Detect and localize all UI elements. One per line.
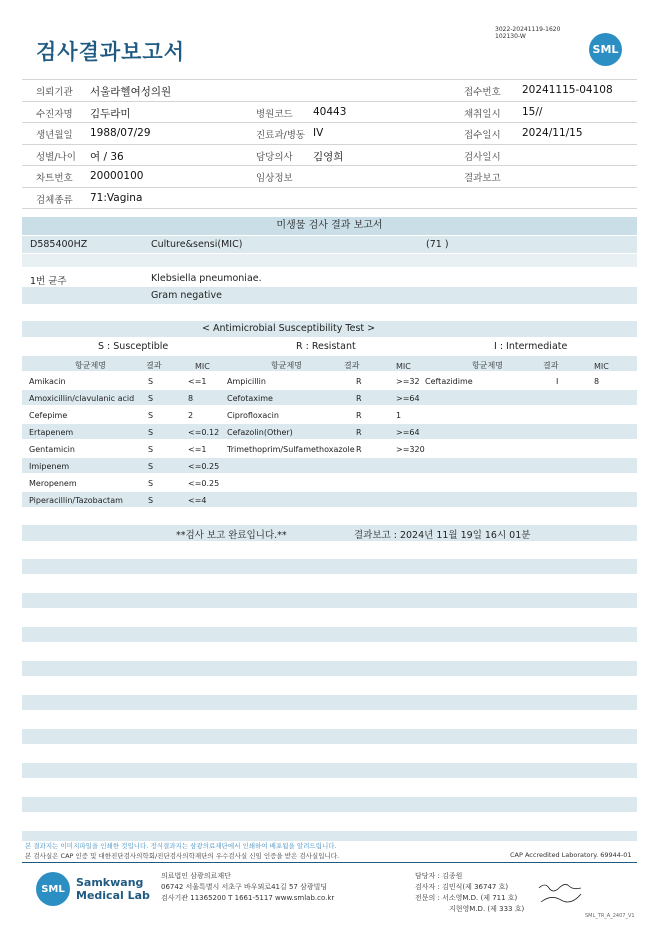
staff-list: 담당자 : 김종원 검사자 : 김민식(제 36747 호) 전문의 : 서소영M.D. (제 711 호) 지현영M.D. (제 333 호)	[415, 872, 525, 913]
mic-value: 1	[396, 411, 402, 420]
mic-value: <=4	[188, 496, 207, 505]
stripe	[22, 424, 637, 439]
susceptibility-result: S	[148, 394, 154, 403]
doctor-value: 김영희	[313, 150, 344, 163]
mic-value: <=1	[188, 377, 207, 386]
collect-date-label: 채취일시	[464, 108, 501, 120]
gram-stain: Gram negative	[151, 290, 222, 301]
receipt-date-label: 접수일시	[464, 130, 501, 141]
dob-label: 생년월일	[36, 130, 73, 141]
antibiotic-name: Ceftazidime	[425, 377, 473, 386]
antibiotic-name: Gentamicin	[29, 445, 75, 454]
susceptibility-result: I	[556, 377, 559, 386]
mic-value: 2	[188, 411, 194, 420]
stripe	[22, 287, 637, 304]
dob-value: 1988/07/29	[90, 127, 151, 139]
stripe	[22, 763, 637, 778]
form-code: SML_TR_A_2407_V1	[585, 913, 635, 919]
brand-name: Samkwang Medical Lab	[76, 876, 150, 902]
test-date-label: 검사일시	[464, 151, 501, 163]
stripe	[22, 559, 637, 574]
mic-value: <=0.12	[188, 428, 220, 437]
hospital-code-label: 병원코드	[256, 108, 293, 120]
drug-header: 항균제명	[472, 361, 503, 370]
mic-value: >=64	[396, 428, 420, 437]
info-row	[22, 123, 637, 145]
stripe	[22, 254, 637, 267]
antibiotic-name: Cefepime	[29, 411, 68, 420]
antibiotic-name: Ampicillin	[227, 377, 266, 386]
test-code: D585400HZ	[30, 239, 88, 250]
dept-label: 진료과/병동	[256, 130, 306, 141]
result-header: 결과	[146, 361, 162, 370]
antibiotic-name: Amoxicillin/clavulanic acid	[29, 394, 135, 403]
institution-value: 서울라헬여성의원	[90, 86, 172, 98]
chart-label: 차트번호	[36, 173, 73, 184]
doctor-label: 담당의사	[256, 151, 293, 163]
susceptibility-result: S	[148, 445, 154, 454]
ast-title: < Antimicrobial Susceptibility Test >	[202, 323, 376, 334]
susceptibility-result: R	[356, 445, 362, 454]
antibiotic-name: Imipenem	[29, 462, 70, 471]
mic-header: MIC	[396, 362, 411, 371]
sml-logo: SML	[36, 872, 70, 906]
result-header: 결과	[344, 361, 360, 370]
mic-header: MIC	[594, 362, 609, 371]
stripe	[22, 797, 637, 812]
legend-resistant: R : Resistant	[296, 341, 356, 352]
stripe	[22, 695, 637, 710]
footer-divider	[22, 862, 637, 863]
receipt-no-label: 접수번호	[464, 87, 501, 98]
certification-notice: 본 검사실은 CAP 인증 및 대한진단검사의학회/진단검사의학재단의 우수검사실 신임 인증을 받은 검사실입니다.	[25, 852, 340, 860]
mic-value: <=0.25	[188, 462, 220, 471]
clinical-label: 임상정보	[256, 173, 293, 184]
antibiotic-name: Trimethoprim/Sulfamethoxazole	[227, 445, 355, 454]
mic-value: 8	[188, 394, 194, 403]
stripe	[22, 627, 637, 642]
info-row	[22, 145, 637, 167]
stripe	[22, 661, 637, 676]
institution-label: 의뢰기관	[36, 87, 73, 98]
antibiotic-name: Ciprofloxacin	[227, 411, 279, 420]
mic-value: >=32	[396, 377, 420, 386]
patient-value: 김두라미	[90, 107, 131, 120]
mic-value: 8	[594, 377, 600, 386]
susceptibility-result: S	[148, 496, 154, 505]
mic-value: >=64	[396, 394, 420, 403]
info-row	[22, 166, 637, 188]
report-label: 결과보고	[464, 173, 501, 184]
antibiotic-name: Amikacin	[29, 377, 66, 386]
antibiotic-name: Cefotaxime	[227, 394, 273, 403]
mic-value: <=1	[188, 445, 207, 454]
susceptibility-result: R	[356, 394, 362, 403]
report-time: 결과보고 : 2024년 11월 19일 16시 01분	[354, 530, 531, 541]
sex-age-label: 성별/나이	[36, 151, 76, 163]
patient-label: 수진자명	[36, 108, 73, 120]
stripe	[22, 236, 637, 253]
document-id: 3022-20241119-1620 102130-W	[495, 26, 561, 40]
test-number: (71 )	[426, 239, 449, 250]
stripe	[22, 593, 637, 608]
receipt-no-value: 20241115-04108	[522, 84, 613, 96]
dept-value: IV	[313, 127, 324, 139]
receipt-date-value: 2024/11/15	[522, 127, 583, 139]
antibiotic-name: Cefazolin(Other)	[227, 428, 293, 437]
isolate-label: 1번 균주	[30, 276, 67, 287]
drug-header: 항균제명	[271, 361, 302, 370]
stripe	[22, 729, 637, 744]
patient-info-table	[22, 79, 637, 209]
hospital-code-value: 40443	[313, 105, 347, 118]
chart-value: 20000100	[90, 170, 144, 182]
info-row	[22, 102, 637, 124]
susceptibility-result: S	[148, 377, 154, 386]
stripe	[22, 831, 637, 841]
susceptibility-result: R	[356, 377, 362, 386]
report-complete-text: **검사 보고 완료입니다.**	[176, 530, 287, 541]
micro-report-title: 미생물 검사 결과 보고서	[22, 217, 637, 235]
antibiotic-name: Ertapenem	[29, 428, 74, 437]
susceptibility-result: S	[148, 479, 154, 488]
page-title: 검사결과보고서	[36, 40, 186, 64]
cap-accreditation: CAP Accredited Laboratory. 69944-01	[510, 851, 632, 859]
susceptibility-result: S	[148, 428, 154, 437]
antibiotic-name: Meropenem	[29, 479, 77, 488]
legend-intermediate: I : Intermediate	[494, 341, 568, 352]
mic-header: MIC	[195, 362, 210, 371]
sml-logo: SML	[589, 33, 622, 66]
specimen-label: 검체종류	[36, 194, 73, 206]
mic-value: <=0.25	[188, 479, 220, 488]
drug-header: 항균제명	[75, 361, 106, 370]
result-header: 결과	[543, 361, 559, 370]
susceptibility-result: S	[148, 462, 154, 471]
test-name: Culture&sensi(MIC)	[151, 239, 243, 250]
susceptibility-result: R	[356, 411, 362, 420]
organism-name: Klebsiella pneumoniae.	[151, 273, 262, 284]
antibiotic-name: Piperacillin/Tazobactam	[29, 496, 123, 505]
specimen-value: 71:Vagina	[90, 191, 143, 204]
print-notice: 본 결과지는 이미지파일을 인쇄한 것입니다. 정식결과지는 삼광의료재단에서 인쇄하여 배포됨을 알려드립니다.	[25, 842, 337, 850]
stripe	[22, 525, 637, 541]
legend-susceptible: S : Susceptible	[98, 341, 169, 352]
stripe	[22, 458, 637, 473]
info-row	[22, 188, 637, 210]
sex-age-value: 여 / 36	[90, 150, 124, 163]
collect-date-value: 15//	[522, 105, 543, 118]
lab-address: 의료법인 삼광의료재단 06742 서울특별시 서초구 바우뫼로41길 57 삼광빌딩 검사기관 11365200 T 1661-5117 www.smlab.co.kr	[161, 872, 335, 902]
info-row	[22, 79, 637, 102]
signature-image	[537, 880, 587, 908]
susceptibility-result: R	[356, 428, 362, 437]
susceptibility-result: S	[148, 411, 154, 420]
mic-value: >=320	[396, 445, 425, 454]
